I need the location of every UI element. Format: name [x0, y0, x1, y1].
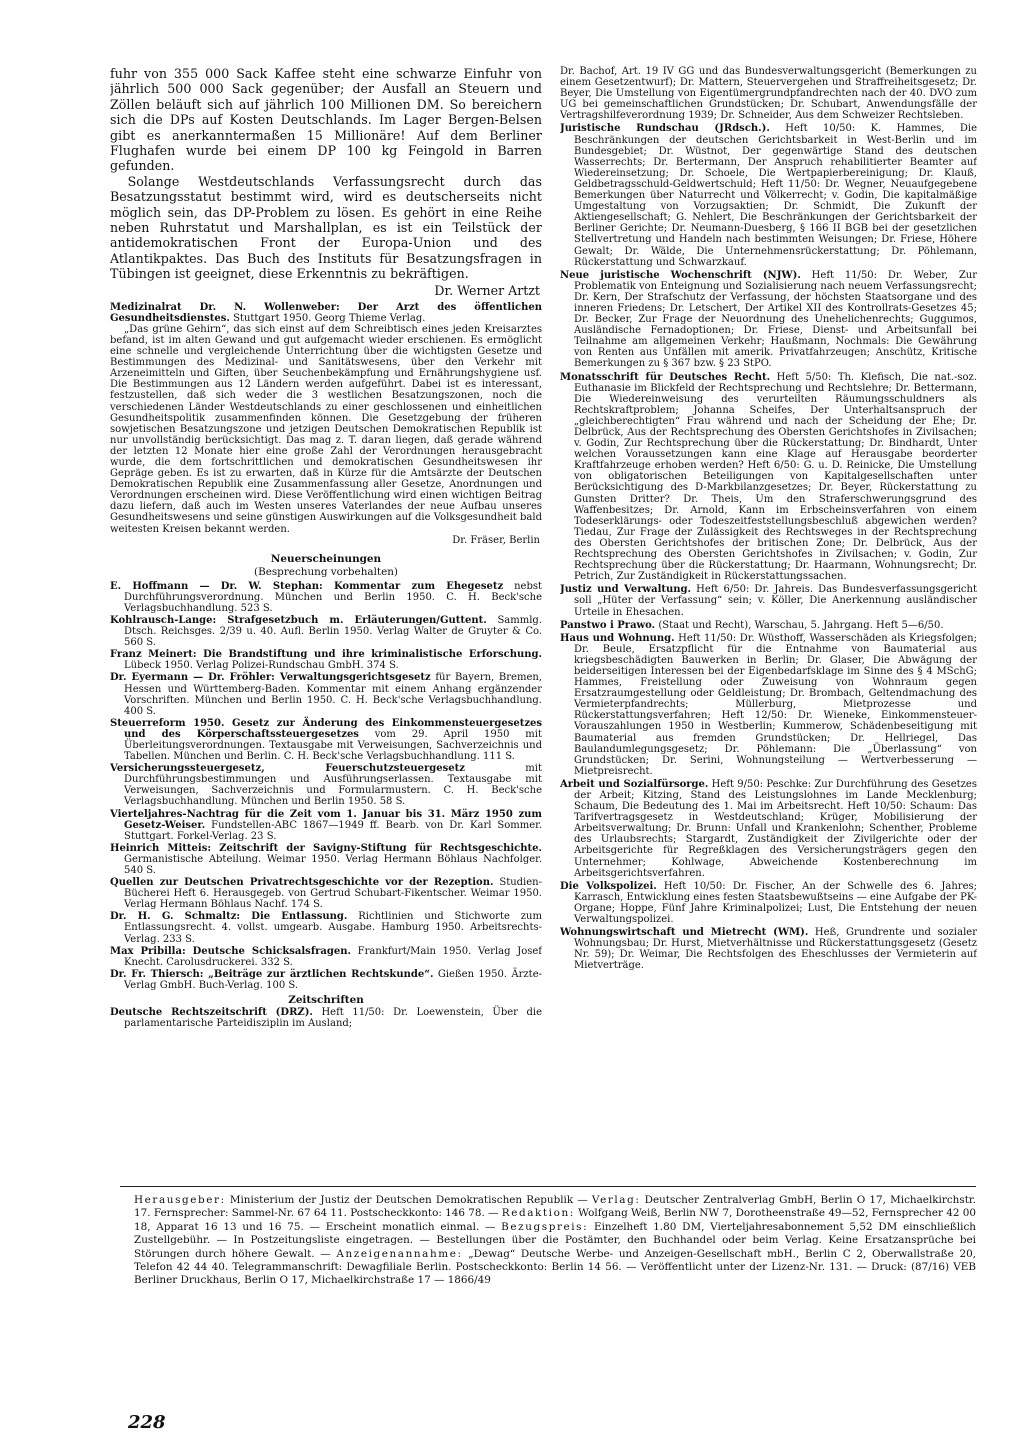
- item-title: Franz Meinert: Die Brandstiftung und ihre kriminalistische Erforschung.: [110, 649, 542, 661]
- journal-contents: Heß, Grundrente und sozialer Wohnungsbau; Dr. Hurst, Mietverhältnisse und Rückerstattungsgesetz (Gesetz Nr. 59); Dr. Weimar, Die Rechtsfolgen des Eheschlusses der Vermieterin auf Mietverträge.: [574, 927, 977, 972]
- list-item: [110, 649, 542, 671]
- page-number: 228: [128, 1412, 166, 1433]
- item-title: Quellen zur Deutschen Privatrechtsgeschichte vor der Rezeption.: [110, 877, 494, 889]
- section-heading-journals: Zeitschriften: [288, 994, 364, 1007]
- journal-contents: Heft 10/50: Dr. Fischer, An der Schwelle des 6. Jahres; Karrasch, Entwicklung eines festen Staatsbewußtseins — eine Aufgabe der PK-Organe; Hoppe, Fünf Jahre Kriminalpolizei; Lust, Die Entstehung der neuen Verwaltungspolizei.: [574, 880, 977, 926]
- section-subheading: (Besprechung vorbehalten): [254, 565, 398, 578]
- item-title: Max Pribilla: Deutsche Schicksalsfragen.: [110, 945, 351, 957]
- publisher-imprint: [134, 1194, 976, 1288]
- journal-title: Panstwo i Prawo.: [560, 619, 656, 631]
- list-item: [110, 763, 542, 807]
- paragraph: Solange Westdeutschlands Verfassungsrecht durch das Besatzungsstatut bestimmt wird, wird es deutscherseits nicht möglich sein, das DP-Problem zu lösen. Es gehört in eine Reihe neben Ruhrstatut und Marshallplan, es ist ein Teilstück der antidemokratischen Front der Europa-Union und des Atlantikpaktes. Das Buch des Instituts für Besatzungsfragen in Tübingen ist geeignet, diese Erkenntnis zu bekräftigen.: [110, 173, 542, 282]
- item-title: E. Hoffmann — Dr. W. Stephan: Kommentar zum Ehegesetz: [110, 580, 504, 592]
- item-details: Studien-Bücherei Heft 6. Herausgegeb. von Gertrud Schubart-Fikentscher. Weimar 1950. Verlag Hermann Böhlaus Nachf. 174 S.: [124, 877, 542, 911]
- journal-entry: [560, 372, 977, 583]
- imprint-label: Bezugspreis:: [501, 1220, 589, 1233]
- imprint-label: Verlag:: [591, 1194, 641, 1206]
- journal-contents: Heft 11/50: Dr. Weber, Zur Problematik von Enteignung und Sozialisierung nach neuem Verfassungsrecht; Dr. Kern, Der Strafschutz der Verfassung, der höchsten Staatsorgane und des inneren Friedens; Dr. Letschert, Der Artikel XII des Kontrollrats-Gesetzes 45; Dr. Becker, Zur Frage der Neuordnung des Unehelichenrechts; Guggumos, Ausländische Fernadoptionen; Dr. Friese, Dienst- und Arbeitsunfall bei Teilnahme am allgemeinen Verkehr; Haußmann, Nochmals: Die Gewährung von Renten aus Unfällen mit amerik. Privatfahrzeugen; Anschütz, Kritische Bemerkungen zu § 367 bzw. § 23 StPO.: [574, 269, 977, 370]
- item-details: Richtlinien und Stichworte zum Entlassungsrecht. 4. vollst. umgearb. Ausgabe. Hamburg 1950. Arbeitsrechts-Verlag. 233 S.: [124, 911, 542, 945]
- list-item: [110, 809, 542, 842]
- list-item: [110, 843, 542, 876]
- author-signature: Dr. Werner Artzt: [434, 282, 540, 298]
- journal-title: Monatsschrift für Deutsches Recht.: [560, 371, 771, 383]
- journal-title: Juristische Rundschau (JRdsch.).: [560, 123, 770, 135]
- article-ending: [110, 66, 542, 282]
- imprint-label: Anzeigenannahme:: [336, 1247, 463, 1260]
- journal-contents: Heft 11/50: Dr. Loewenstein, Über die parlamentarische Parteidisziplin im Ausland;: [124, 1007, 542, 1030]
- list-item: [110, 718, 542, 762]
- item-title: Vierteljahres-Nachtrag für die Zeit vom 1. Januar bis 31. März 1950 zum Gesetz-Weiser.: [110, 808, 542, 831]
- item-title: Dr. H. G. Schmaltz: Die Entlassung.: [110, 911, 348, 923]
- item-title: Dr. Fr. Thiersch: „Beiträge zur ärztlichen Rechtskunde“.: [110, 968, 434, 980]
- imprint-label: Herausgeber:: [134, 1194, 226, 1206]
- list-item: [110, 1007, 542, 1029]
- item-details: Sammlg. Dtsch. Reichsges. 2/39 u. 40. Aufl. Berlin 1950. Verlag Walter de Gruyter & Co. 560 S.: [124, 614, 542, 649]
- journal-title: Die Volkspolizei.: [560, 880, 657, 892]
- item-details: Germanistische Abteilung. Weimar 1950. Verlag Hermann Böhlaus Nachfolger. 540 S.: [124, 853, 542, 876]
- journal-contents: Heft 9/50: Peschke: Zur Durchführung des Gesetzes der Arbeit; Kitzing, Stand des Leistungslohnes im Lande Mecklenburg; Schaum, Die Bedeutung des 1. Mai im Arbeitsrecht. Heft 10/50: Schaum: Das Tarifvertragsgesetz in Westdeutschland; Krüger, Mobilisierung der Arbeitsverwaltung; Dr. Brunn: Unfall und Krankenlohn; Schenther, Probleme des Urlaubsrechts; Stargardt, Zuständigkeit der Zivilgerichte oder der Arbeitsgerichte für Regreßklagen des Versicherungsträgers gegen den Unternehmer; Kohlwage, Abweichende Kostenberechnung im Arbeitsgerichtsverfahren.: [574, 778, 977, 879]
- book-review: [110, 302, 542, 535]
- journal-title: Deutsche Rechtszeitschrift (DRZ).: [110, 1007, 313, 1019]
- paragraph: fuhr von 355 000 Sack Kaffee steht eine schwarze Einfuhr von jährlich 500 000 Sack gegenüber; der Ausfall an Steuern und Zöllen beläuft sich auf jährlich 100 Millionen DM. So bereichern sich die DPs auf Kosten Deutschlands. Im Lager Bergen-Belsen gibt es anerkanntermaßen 15 Millionäre! Auf dem Berliner Flughafen wurde bei einem DP 100 kg Feingold in Barren gefunden.: [110, 66, 542, 174]
- left-column: [110, 66, 542, 1151]
- journal-entry: [560, 584, 977, 617]
- imprint-text: Deutscher Zentralverlag GmbH, Berlin O 17, Michaelkirchstr. 17. Fernsprecher: Sammel-Nr. 67 64 11. Postscheckkonto: 146 78. —: [134, 1194, 976, 1220]
- item-details: Lübeck 1950. Verlag Polizei-Rundschau GmbH. 374 S.: [124, 660, 399, 672]
- imprint-label: Redaktion:: [501, 1207, 575, 1220]
- journal-entry: [560, 927, 977, 971]
- list-item: [110, 615, 542, 648]
- item-details: für Bayern, Bremen, Hessen und Württemberg-Baden. Kommentar mit einem Anhang ergänzender Vorschriften. München und Berlin 1950. C. H. Beck'sche Verlagsbuchhandlung. 400 S.: [124, 672, 542, 717]
- review-publication: Stuttgart 1950. Georg Thieme Verlag.: [229, 312, 426, 324]
- item-title: Steuerreform 1950. Gesetz zur Änderung des Einkommensteuergesetzes und des Körperschaftssteuergesetzes: [110, 717, 542, 740]
- item-title: Heinrich Mitteis: Zeitschrift der Savigny-Stiftung für Rechtsgeschichte.: [110, 842, 542, 854]
- item-details: Frankfurt/Main 1950. Verlag Josef Knecht. Carolusdruckerei. 332 S.: [124, 945, 542, 968]
- list-item: [110, 946, 542, 968]
- review-body: „Das grüne Gehirn“, das sich einst auf dem Schreibtisch eines jeden Kreisarztes befand, ist im alten Gewand und gut aufgemacht wieder erschienen. Es ermöglicht eine schnelle und vergleichende Unterrichtung über die wichtigsten Gesetze und Bestimmungen des Medizinal- und Sanitätswesens, über den Verkehr mit Arzeneimitteln und Giften, über Seuchenbekämpfung und Ernährungshygiene usf. Die Bestimmungen aus 12 Ländern werden aufgeführt. Dabei ist es interessant, festzustellen, daß sich weder die 3 westlichen Besatzungszonen, noch die verschiedenen Länder Westdeutschlands zu einer geschlossenen und einheitlichen Gesundheitspolitik zusammenfinden können. Die Gesetzgebung der früheren sowjetischen Besatzungszone und jetzigen Deutschen Demokratischen Republik ist nur unvollständig berücksichtigt. Das mag z. T. daran liegen, daß gerade während der letzten 12 Monate hier eine große Zahl der Verordnungen herausgebracht wurde, die dem fortschrittlichen und demokratischen Gesundheitswesen ihr Gepräge geben. Es ist zu erwarten, daß in Kürze für die Amtsärzte der Deutschen Demokratischen Republik eine Zusammenfassung aller Gesetze, Anordnungen und Verordnungen erscheinen wird. Diese Veröffentlichung wird einen wichtigen Beitrag dazu liefern, daß auch im Westen unseres Vaterlandes der neue Aufbau unseres Gesundheitswesens und seine günstigen Auswirkungen auf die Volksgesundheit bald weitesten Kreisen bekannt werden.: [110, 323, 542, 535]
- journal-contents: Heft 10/50: K. Hammes, Die Beschränkungen der deutschen Gerichtsbarkeit in West-Berlin und im Bundesgebiet; Dr. Wüstnot, Der gegenwärtige Stand des deutschen Wasserrechts; Dr. Bertermann, Der Anspruch rehabilitierter Beamter auf Wiedereinsetzung; Dr. Schoele, Die Wertpapierbereinigung; Dr. Klauß, Geldbetragsschuld-Geldwertschuld; Heft 11/50: Dr. Wegner, Neuaufgegebene Bemerkungen über Naturrecht und Völkerrecht; v. Godin, Die kapitalmäßige Umgestaltung von Vorzugsaktien; Dr. Schmidt, Die Zukunft der Aktiengesellschaft; G. Nehlert, Die Beschränkungen der Gerichtsbarkeit der Berliner Gerichte; Dr. Neumann-Duesberg, § 166 II BGB bei der gesetzlichen Stellvertretung und Handeln nach bestimmten Weisungen; Dr. Friese, Höhere Gewalt; Dr. Wälde, Die Unternehmensrückerstattung; Dr. Pöhlemann, Rückerstattung und Schwarzkauf.: [574, 123, 977, 268]
- imprint-text: Einzelheft 1.80 DM, Vierteljahresabonnement 5,52 DM einschließlich Zustellgebühr. — In Postzeitungsliste eingetragen. — Bestellungen über die Postämter, den Buchhandel oder beim Verlag. Keine Ersatzansprüche bei Störungen durch höhere Gewalt. —: [134, 1220, 976, 1260]
- review-signature: Dr. Fräser, Berlin: [452, 534, 540, 546]
- right-column: [560, 66, 977, 1151]
- journal-entry: [560, 881, 977, 925]
- item-details: nebst Durchführungsverordnung. München und Berlin 1950. C. H. Beck'sche Verlagsbuchhandlung. 523 S.: [124, 580, 542, 614]
- journal-contents: (Staat und Recht), Warschau, 5. Jahrgang. Heft 5—6/50.: [655, 619, 944, 631]
- item-title: Dr. Eyermann — Dr. Fröhler: Verwaltungsgerichtsgesetz: [110, 672, 431, 684]
- journal-entry: [560, 779, 977, 879]
- journal-title: Haus und Wohnung.: [560, 632, 675, 644]
- journal-contents: Heft 11/50: Dr. Wüsthoff, Wasserschäden als Kriegsfolgen; Dr. Beule, Ersatzpflicht für die Entnahme von Baumaterial aus kriegsbeschädigten Bauwerken in Berlin; Dr. Glaser, Die Abwägung der beiderseitigen Interessen bei der Eigenbedarfsklage im Sinne des § 4 MSchG; Hammes, Freistellung oder Zuweisung von Wohnraum gegen Ersatzraumgestellung oder Geldleistung; Dr. Brombach, Geltendmachung des Vermieterpfandrechts; Müllerburg, Mietprozesse und Rückerstattungsverfahren; Heft 12/50: Dr. Wieneke, Einkommensteuer-Vorauszahlungen 1950 in Westberlin; Kummerow, Schädenbeseitigung mit Baumaterial aus fremden Grundstücken; Dr. Hellriegel, Das Baulandumlegungsgesetz; Dr. Pöhlemann: Die „Überlassung“ von Grundstücken; Dr. Serini, Wohnungsteilung — Wertverbesserung — Mietpreisrecht.: [574, 632, 977, 777]
- journal-title: Neue juristische Wochenschrift (NJW).: [560, 269, 801, 281]
- journal-entry: [560, 270, 977, 370]
- item-title: Kohlrausch-Lange: Strafgesetzbuch m. Erläuterungen/Guttent.: [110, 614, 487, 626]
- item-title: Versicherungssteuergesetz, Feuerschutzsteuergesetz: [110, 763, 465, 775]
- imprint-text: Ministerium der Justiz der Deutschen Demokratischen Republik —: [225, 1194, 592, 1206]
- journal-title: Arbeit und Sozialfürsorge.: [560, 778, 709, 790]
- item-details: mit Durchführungsbestimmungen und Ausführungserlassen. Textausgabe mit Verweisungen, Sachverzeichnis und Formularmustern. C. H. Beck'sche Verlagsbuchhandlung. München und Berlin 1950. 58 S.: [124, 763, 542, 808]
- review-title: Medizinalrat Dr. N. Wollenweber: Der Arzt des öffentlichen Gesundheitsdienstes.: [110, 301, 542, 324]
- item-details: Gießen 1950. Ärzte-Verlag GmbH. Buch-Verlag. 100 S.: [124, 968, 542, 991]
- journal-entry: [560, 123, 977, 267]
- item-details: vom 29. April 1950 mit Überleitungsverordnungen. Textausgabe mit Verweisungen, Sachverzeichnis und Tabellen. München und Berlin. C. H. Beck'sche Verlagsbuchhandlung. 111 S.: [124, 728, 542, 763]
- journal-continuation: Dr. Bachof, Art. 19 IV GG und das Bundesverwaltungsgericht (Bemerkungen zu einem Gesetzentwurf); Dr. Mattern, Steuervergehen und Straffreiheitsgesetz; Dr. Beyer, Die Umstellung von Eigentümergrundpfandrechten nach der 40. DVO zum UG bei gemeinschaftlichen Grundstücken; Dr. Schubart, Anwendungsfälle der Vertragshilfeverordnung 1939; Dr. Schneider, Aus dem Schweizer Rechtsleben.: [560, 66, 977, 122]
- divider-rule: [120, 1186, 976, 1187]
- review-header: [110, 302, 542, 324]
- new-publications-list: [110, 581, 542, 991]
- journal-entry: [560, 620, 977, 631]
- list-item: [110, 969, 542, 991]
- journal-entry: [560, 633, 977, 777]
- list-item: [110, 911, 542, 944]
- journal-title: Justiz und Verwaltung.: [560, 584, 692, 596]
- journal-title: Wohnungswirtschaft und Mietrecht (WM).: [560, 927, 809, 939]
- journal-contents: Heft 6/50: Dr. Jahreis. Das Bundesverfassungsgericht soll „Hüter der Verfassung“ sein; v. Köller, Die Anerkennung ausländischer Urteile in Ehesachen.: [574, 584, 977, 618]
- section-heading-new-publications: Neuerscheinungen: [270, 552, 382, 565]
- list-item: [110, 672, 542, 716]
- imprint-text: Wolfgang Weiß, Berlin NW 7, Dorotheenstraße 49—52, Fernsprecher 42 00 18, Apparat 16 13 und 16 75. — Erscheint monatlich einmal. —: [134, 1207, 976, 1233]
- list-item: [110, 581, 542, 614]
- list-item: [110, 877, 542, 910]
- journal-entry: [110, 1007, 542, 1029]
- item-details: Fundstellen-ABC 1867—1949 ff. Bearb. von Dr. Karl Sommer. Stuttgart. Forkel-Verlag. 23 S.: [124, 819, 542, 842]
- journal-contents: Heft 5/50: Th. Klefisch, Die nat.-soz. Euthanasie im Blickfeld der Rechtsprechung und Rechtslehre; Dr. Bettermann, Die Wiedereinweisung des verurteilten Räumungsschuldners als Rechtskraftproblem; Johanna Scheifes, Der Unterhaltsanspruch der „gleichberechtigten“ Frau während und nach der Scheidung der Ehe; Dr. Delbrück, Aus der Rechtsprechung des Obersten Gerichtshofes in Zivilsachen; v. Godin, Zur Rechtsprechung über die Rückerstattung; Dr. Bindhardt, Unter welchen Voraussetzungen kann eine Klage auf Herausgabe beorderter Kraftfahrzeuge erhoben werden? Heft 6/50: G. u. D. Reinicke, Die Umstellung von obligatorischen Beteiligungen von Kapitalgesellschaften unter Berücksichtigung des D-Markbilanzgesetzes; Dr. Beyer, Rückerstattung zu Gunsten Dritter? Dr. Theis, Um den Straferschwerungsgrund des Waffenbesitzes; Dr. Arnold, Kann im Erbscheinsverfahren von einem Todeserklärungs- oder Todeszeitfeststellungsbeschluß abgewichen werden? Tiedau, Zur Frage der Zulässigkeit des Rechtsweges in der Rechtsprechung des Obersten Gerichtshofes der britischen Zone; Dr. Delbrück, Aus der Rechtsprechung des Obersten Gerichtshofes in Zivilsachen; v. Godin, Zur Rechtsprechung über die Rückerstattung; Dr. Haarmann, Wohnungsrecht; Dr. Petrich, Zur Zuständigkeit in Rückerstattungssachen.: [574, 371, 977, 583]
- imprint-text: „Dewag“ Deutsche Werbe- und Anzeigen-Gesellschaft mbH., Berlin C 2, Oberwallstraße 20, Telefon 42 44 40. Telegrammanschrift: Dewagfiliale Berlin. Postscheckkonto: Berlin 14 56. — Veröffentlicht unter der Lizenz-Nr. 131. — Druck: (87/16) VEB Berliner Druckhaus, Berlin O 17, Michaelkirchstraße 17 — 1866/49: [134, 1247, 976, 1287]
